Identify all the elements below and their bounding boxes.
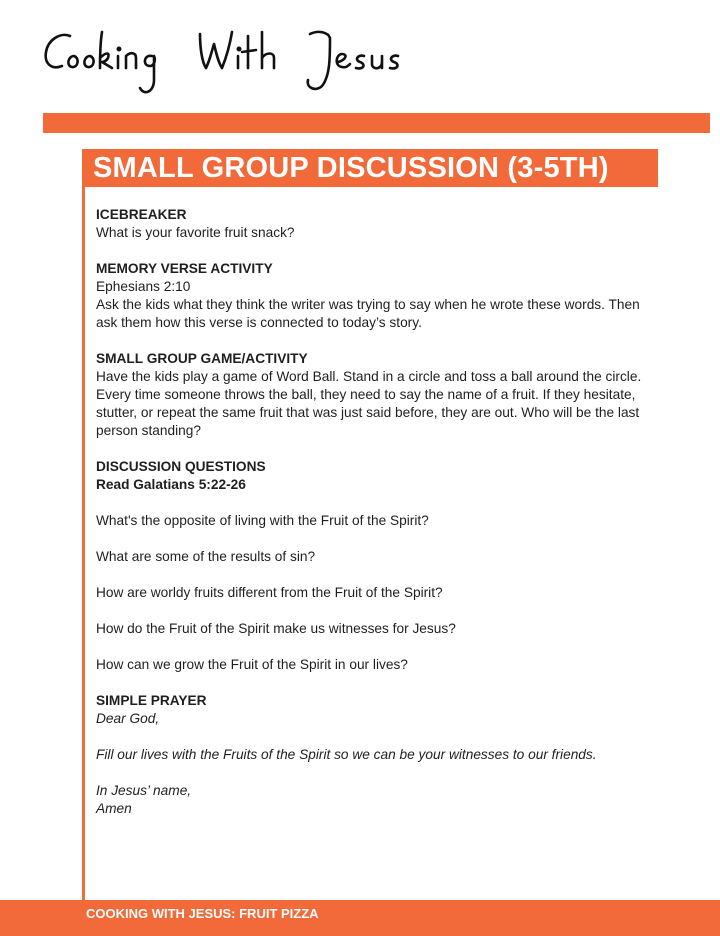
main-content xyxy=(96,206,656,818)
memory-verse-heading: MEMORY VERSE ACTIVITY xyxy=(96,261,273,276)
section-header xyxy=(82,149,658,187)
discussion-question: How are worldy fruits different from the Fruit of the Spirit? xyxy=(96,585,443,600)
prayer-heading: SIMPLE PRAYER xyxy=(96,693,207,708)
left-accent-rule xyxy=(82,151,85,906)
prayer-body: Fill our lives with the Fruits of the Spirit so we can be your witnesses to our friends. xyxy=(96,747,597,762)
discussion-heading: DISCUSSION QUESTIONS xyxy=(96,459,266,474)
game-heading: SMALL GROUP GAME/ACTIVITY xyxy=(96,351,308,366)
footer-text: COOKING WITH JESUS: FRUIT PIZZA xyxy=(86,906,319,921)
section-title: SMALL GROUP DISCUSSION (3-5TH) xyxy=(93,151,609,184)
logo xyxy=(40,18,420,118)
prayer-closing-line-2: Amen xyxy=(96,801,132,816)
logo-script-image xyxy=(40,18,420,118)
discussion-question: What's the opposite of living with the Fruit of the Spirit? xyxy=(96,513,429,528)
memory-verse-reference: Ephesians 2:10 xyxy=(96,279,191,294)
top-accent-bar xyxy=(43,113,710,133)
footer-bar xyxy=(0,900,720,936)
game-text: Have the kids play a game of Word Ball. Stand in a circle and toss a ball around the circle. Every time someone throws the ball, they need to say the name of a fruit. If they hesitate, stutter, or repeat the same fruit that was just said before, they are out. Who will be the last person standing? xyxy=(96,369,642,438)
prayer-opening: Dear God, xyxy=(96,711,160,726)
discussion-question: How can we grow the Fruit of the Spirit in our lives? xyxy=(96,657,408,672)
icebreaker-text: What is your favorite fruit snack? xyxy=(96,225,295,240)
discussion-question: What are some of the results of sin? xyxy=(96,549,316,564)
icebreaker-heading: ICEBREAKER xyxy=(96,207,187,222)
prayer-closing-line-1: In Jesus’ name, xyxy=(96,783,192,798)
discussion-subheading: Read Galatians 5:22-26 xyxy=(96,477,246,492)
memory-verse-text: Ask the kids what they think the writer was trying to say when he wrote these words. Then ask them how this verse is connected to today’s story. xyxy=(96,297,640,330)
discussion-question: How do the Fruit of the Spirit make us witnesses for Jesus? xyxy=(96,621,456,636)
